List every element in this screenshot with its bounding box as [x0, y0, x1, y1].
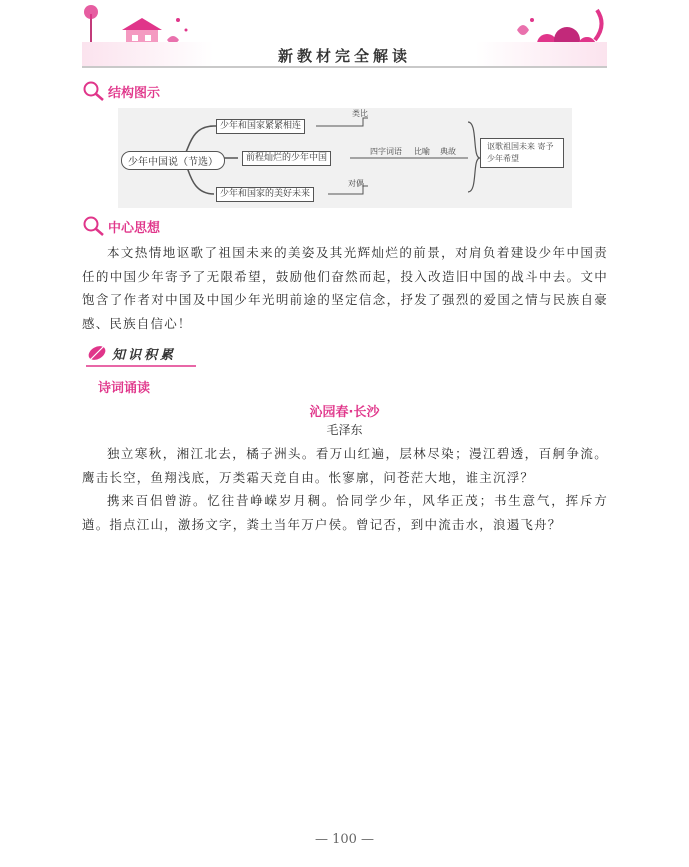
diagram-result: 讴歌祖国未来 寄予少年希望 — [480, 138, 564, 168]
magnifier-icon — [82, 80, 106, 102]
subsection-title: 诗词诵读 — [98, 381, 151, 396]
section-title: 知识积累 — [112, 347, 177, 363]
poem-title: 沁园春·长沙 — [309, 405, 380, 420]
poem-stanza-1: 独立寒秋，湘江北去，橘子洲头。看万山红遍，层林尽染；漫江碧透，百舸争流。鹰击长空，鱼翔浅底，万类霜天竞自由。怅寥廓，问苍茫大地，谁主沉浮？ — [82, 446, 608, 485]
diagram-middle-note-3: 典故 — [440, 147, 456, 156]
section-heading-central-idea — [82, 215, 160, 237]
diagram-branch-3: 少年和国家的美好未来 — [216, 187, 314, 202]
section-title: 结构图示 — [108, 85, 161, 101]
diagram-middle-note-2: 比喻 — [414, 147, 430, 156]
diagram-note-3: 对偶 — [348, 179, 364, 188]
section-title: 中心思想 — [108, 220, 161, 236]
diagram-note-1: 类比 — [352, 109, 368, 118]
diagram-root: 少年中国说（节选） — [121, 151, 225, 170]
structure-diagram — [118, 108, 572, 208]
magnifier-icon — [82, 215, 106, 237]
page-number: — 100 — — [314, 832, 375, 847]
leaf-pen-icon — [86, 342, 110, 364]
diagram-branch-2: 前程灿烂的少年中国 — [242, 151, 331, 166]
page-header — [82, 0, 607, 74]
section-heading-knowledge — [86, 342, 176, 364]
diagram-middle-note-1: 四字词语 — [370, 147, 402, 156]
poem-author: 毛泽东 — [326, 423, 363, 437]
poem-stanza-2: 携来百侣曾游。忆往昔峥嵘岁月稠。恰同学少年，风华正茂；书生意气，挥斥方遒。指点江山，激扬文字，粪土当年万户侯。曾记否，到中流击水，浪遏飞舟？ — [82, 493, 608, 532]
knowledge-underline — [86, 364, 196, 368]
section-heading-structure — [82, 80, 160, 102]
diagram-branch-1: 少年和国家紧紧相连 — [216, 119, 305, 134]
header-title: 新教材完全解读 — [277, 47, 411, 65]
central-idea-text: 本文热情地讴歌了祖国未来的美姿及其光辉灿烂的前景，对肩负着建设少年中国责任的中国少年寄予了无限希望，鼓励他们奋然而起，投入改造旧中国的战斗中去。文中饱含了作者对中国及中国少年光明前途的坚定信念，抒发了强烈的爱国之情与民族自豪感、民族自信心！ — [82, 245, 608, 331]
